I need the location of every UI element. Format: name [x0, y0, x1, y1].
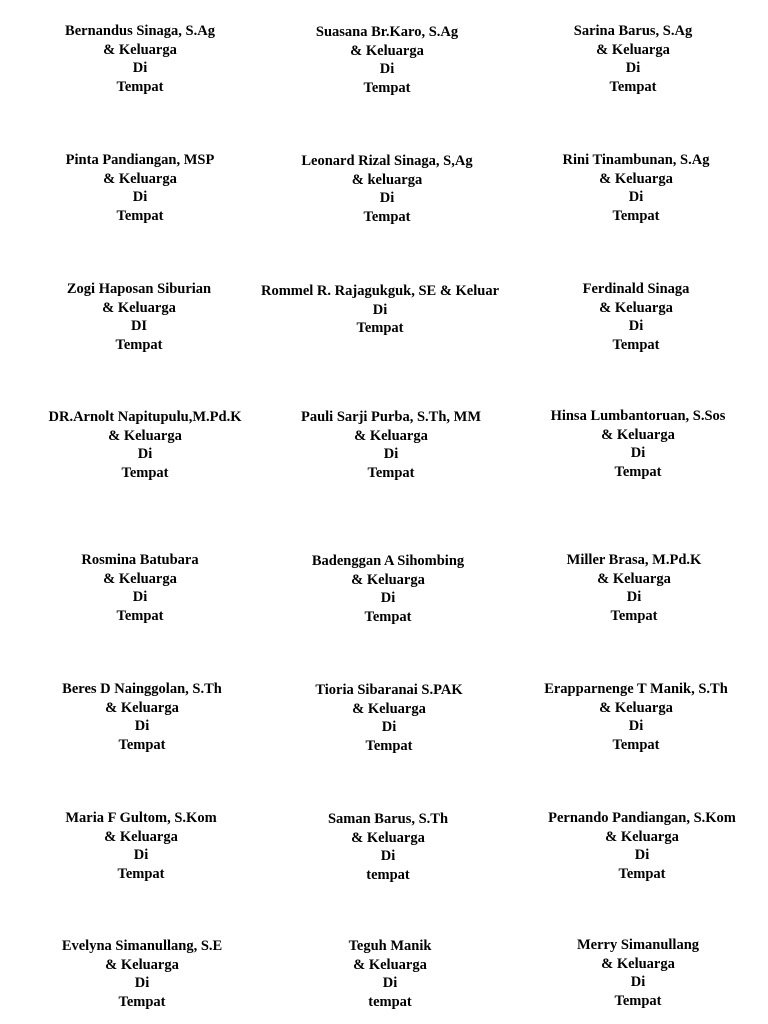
- label-line: & Keluarga: [105, 956, 179, 973]
- address-label: [577, 936, 699, 1011]
- label-line: & Keluarga: [351, 571, 425, 588]
- label-line: Di: [634, 847, 650, 864]
- label-line: Di: [382, 975, 398, 992]
- label-line: tempat: [368, 994, 412, 1011]
- address-label: [583, 280, 690, 355]
- label-line: & Keluarga: [351, 829, 425, 846]
- recipient-name: Ferdinald Sinaga: [582, 281, 690, 297]
- recipient-name: Hinsa Lumbantoruan, S.Sos: [550, 408, 726, 424]
- label-line: Tempat: [612, 337, 660, 354]
- recipient-name: Sarina Barus, S.Ag: [573, 23, 693, 39]
- label-line: Di: [379, 190, 395, 207]
- label-line: & Keluarga: [601, 426, 675, 443]
- label-line: & Keluarga: [596, 41, 670, 58]
- recipient-name: Teguh Manik: [348, 938, 432, 954]
- recipient-name: Leonard Rizal Sinaga, S,Ag: [301, 153, 473, 169]
- label-line: Tempat: [121, 465, 169, 482]
- label-line: & Keluarga: [103, 170, 177, 187]
- label-line: Di: [372, 301, 388, 318]
- label-line: Di: [630, 445, 646, 462]
- label-line: Di: [626, 589, 642, 606]
- label-line: & Keluarga: [605, 828, 679, 845]
- address-label: [49, 408, 242, 483]
- label-line: & Keluarga: [350, 42, 424, 59]
- label-line: Di: [381, 719, 397, 736]
- label-line: Tempat: [364, 609, 412, 626]
- address-label: [65, 809, 216, 884]
- label-line: Di: [132, 589, 148, 606]
- recipient-name: Rini Tinambunan, S.Ag: [562, 152, 710, 168]
- recipient-name: Pinta Pandiangan, MSP: [65, 152, 215, 168]
- recipient-name: Beres D Nainggolan, S.Th: [62, 681, 222, 697]
- label-line: & Keluarga: [108, 427, 182, 444]
- recipient-name: Rommel R. Rajagukguk, SE & Keluar: [260, 283, 500, 299]
- recipient-name: Bernandus Sinaga, S.Ag: [65, 23, 215, 39]
- label-line: Tempat: [115, 337, 163, 354]
- label-line: Di: [380, 590, 396, 607]
- label-line: Tempat: [365, 738, 413, 755]
- label-line: Di: [134, 975, 150, 992]
- recipient-name: Maria F Gultom, S.Kom: [65, 810, 217, 826]
- label-line: Tempat: [367, 465, 415, 482]
- label-line: Di: [132, 60, 148, 77]
- label-line: Di: [380, 848, 396, 865]
- recipient-name: Merry Simanullang: [576, 937, 700, 953]
- address-label: [551, 407, 726, 482]
- label-line: Tempat: [614, 993, 662, 1010]
- label-line: & Keluarga: [105, 699, 179, 716]
- address-label: [62, 937, 222, 1012]
- label-line: Di: [133, 847, 149, 864]
- recipient-name: Saman Barus, S.Th: [327, 811, 449, 827]
- label-line: Tempat: [612, 737, 660, 754]
- address-label: [567, 551, 702, 626]
- recipient-name: Rosmina Batubara: [81, 552, 199, 568]
- address-label: [65, 22, 215, 97]
- label-line: Tempat: [614, 464, 662, 481]
- recipient-name: Miller Brasa, M.Pd.K: [566, 552, 702, 568]
- label-line: Tempat: [363, 209, 411, 226]
- address-label: [328, 810, 448, 885]
- address-label: [349, 937, 432, 1012]
- address-label: [315, 681, 462, 756]
- label-line: Di: [137, 446, 153, 463]
- label-line: & Keluarga: [353, 956, 427, 973]
- address-label: [301, 152, 472, 227]
- label-line: & Keluarga: [601, 955, 675, 972]
- label-line: & Keluarga: [103, 570, 177, 587]
- address-label: [544, 680, 728, 755]
- recipient-name: Badenggan A Sihombing: [311, 553, 465, 569]
- label-line: Tempat: [116, 608, 164, 625]
- address-label: [312, 552, 464, 627]
- recipient-name: Tioria Sibaranai S.PAK: [315, 682, 463, 698]
- label-line: Tempat: [609, 79, 657, 96]
- label-line: Tempat: [618, 866, 666, 883]
- label-line: & Keluarga: [599, 299, 673, 316]
- label-line: Di: [625, 60, 641, 77]
- label-line: & Keluarga: [102, 299, 176, 316]
- label-line: Tempat: [610, 608, 658, 625]
- label-line: & Keluarga: [599, 699, 673, 716]
- recipient-name: Erapparnenge T Manik, S.Th: [544, 681, 728, 697]
- label-line: & Keluarga: [597, 570, 671, 587]
- address-label: [62, 680, 222, 755]
- label-line: & Keluarga: [352, 700, 426, 717]
- label-line: Di: [383, 446, 399, 463]
- label-line: Di: [628, 189, 644, 206]
- label-line: tempat: [366, 867, 410, 884]
- label-line: Di: [132, 189, 148, 206]
- label-line: Di: [628, 718, 644, 735]
- address-label: [316, 23, 458, 98]
- label-line: Tempat: [116, 208, 164, 225]
- address-label: [66, 151, 215, 226]
- label-line: & Keluarga: [103, 41, 177, 58]
- address-label: [563, 151, 710, 226]
- address-label: [261, 282, 499, 338]
- address-label: [81, 551, 198, 626]
- recipient-name: Pauli Sarji Purba, S.Th, MM: [300, 409, 482, 425]
- label-line: Di: [630, 974, 646, 991]
- label-line: Tempat: [356, 320, 404, 337]
- address-label: [67, 280, 211, 355]
- label-line: Di: [628, 318, 644, 335]
- label-line: & Keluarga: [104, 828, 178, 845]
- recipient-name: DR.Arnolt Napitupulu,M.Pd.K: [48, 409, 242, 425]
- label-line: Tempat: [363, 80, 411, 97]
- label-line: Tempat: [612, 208, 660, 225]
- label-line: Tempat: [116, 79, 164, 96]
- address-label: [301, 408, 481, 483]
- recipient-name: Evelyna Simanullang, S.E: [61, 938, 223, 954]
- label-line: & Keluarga: [599, 170, 673, 187]
- address-label: [548, 809, 736, 884]
- recipient-name: Pernando Pandiangan, S.Kom: [548, 810, 736, 826]
- recipient-name: Zogi Haposan Siburian: [66, 281, 212, 297]
- label-line: Tempat: [118, 994, 166, 1011]
- label-line: & keluarga: [351, 171, 423, 188]
- label-line: Di: [379, 61, 395, 78]
- recipient-name: Suasana Br.Karo, S.Ag: [315, 24, 459, 40]
- label-line: Tempat: [118, 737, 166, 754]
- label-line: Tempat: [117, 866, 165, 883]
- label-line: DI: [130, 318, 148, 335]
- address-label: [574, 22, 692, 97]
- label-line: Di: [134, 718, 150, 735]
- label-line: & Keluarga: [354, 427, 428, 444]
